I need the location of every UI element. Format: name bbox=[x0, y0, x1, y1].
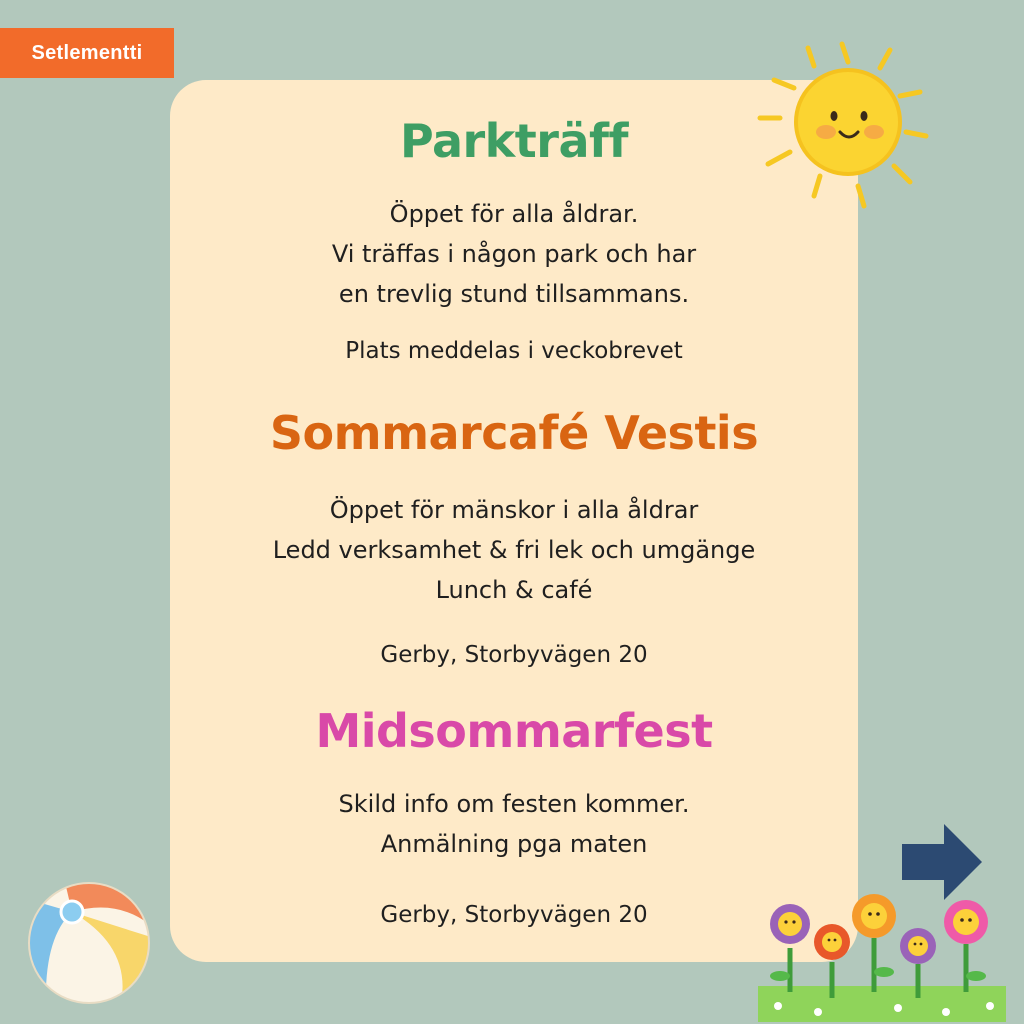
section-line: Ledd verksamhet & fri lek och umgänge bbox=[272, 536, 756, 564]
brand-name: Setlementti bbox=[31, 41, 143, 64]
section-title: Sommarcafé Vestis bbox=[269, 406, 759, 460]
section-line: Öppet för alla åldrar. bbox=[389, 200, 639, 228]
brand-tag bbox=[0, 28, 174, 78]
smiling-sun-icon bbox=[752, 36, 932, 216]
smiling-flowers-icon bbox=[758, 888, 1006, 1022]
section-place: Gerby, Storbyvägen 20 bbox=[380, 902, 648, 928]
section-place: Plats meddelas i veckobrevet bbox=[345, 338, 683, 364]
section-line: Öppet för mänskor i alla åldrar bbox=[329, 496, 699, 524]
section-midsommarfest bbox=[170, 704, 858, 930]
section-line: Skild info om festen kommer. bbox=[338, 790, 690, 818]
section-line: Anmälning pga maten bbox=[380, 830, 648, 858]
section-sommarcafe bbox=[170, 406, 858, 670]
beach-ball-icon bbox=[24, 878, 154, 1008]
section-title: Midsommarfest bbox=[315, 704, 713, 758]
section-place: Gerby, Storbyvägen 20 bbox=[380, 642, 648, 668]
section-line: Lunch & café bbox=[435, 576, 593, 604]
section-line: en trevlig stund tillsammans. bbox=[338, 280, 690, 308]
section-line: Vi träffas i någon park och har bbox=[331, 240, 697, 268]
section-title: Parkträff bbox=[399, 114, 629, 168]
